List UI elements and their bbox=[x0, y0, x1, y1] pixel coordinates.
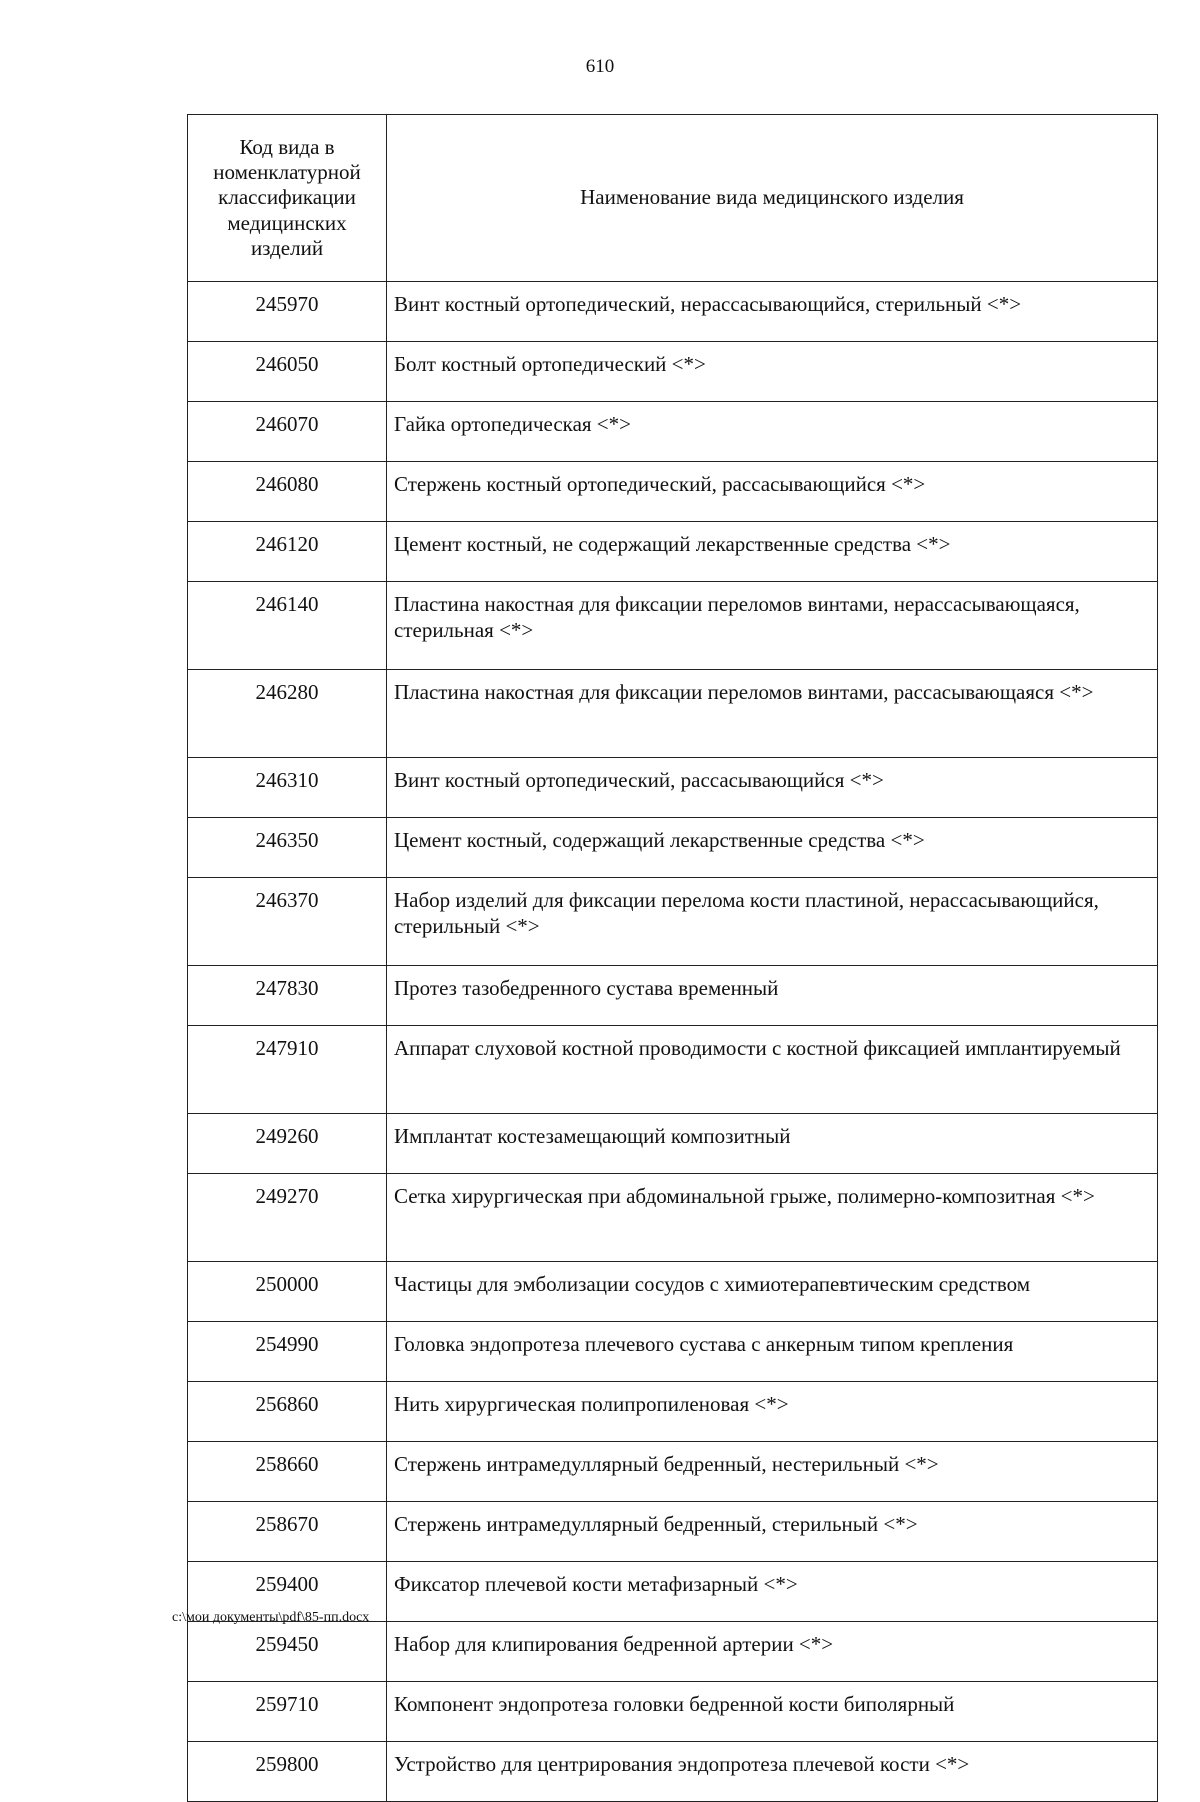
table-row bbox=[188, 1262, 1158, 1322]
row-code: 259800 bbox=[188, 1742, 387, 1802]
row-code: 247910 bbox=[188, 1026, 387, 1114]
table-row bbox=[188, 1026, 1158, 1114]
table-row bbox=[188, 1442, 1158, 1502]
row-name: Винт костный ортопедический, нерассасывающийся, стерильный <*> bbox=[387, 282, 1158, 342]
row-code: 246370 bbox=[188, 878, 387, 966]
row-name: Набор для клипирования бедренной артерии <*> bbox=[387, 1622, 1158, 1682]
row-name: Болт костный ортопедический <*> bbox=[387, 342, 1158, 402]
table-row bbox=[188, 1502, 1158, 1562]
row-name: Аппарат слуховой костной проводимости с костной фиксацией имплантируемый bbox=[387, 1026, 1158, 1114]
table-row bbox=[188, 1742, 1158, 1802]
row-name: Устройство для центрирования эндопротеза плечевой кости <*> bbox=[387, 1742, 1158, 1802]
table-row bbox=[188, 402, 1158, 462]
row-code: 246350 bbox=[188, 818, 387, 878]
row-code: 246050 bbox=[188, 342, 387, 402]
row-name: Цемент костный, содержащий лекарственные средства <*> bbox=[387, 818, 1158, 878]
row-name: Частицы для эмболизации сосудов с химиотерапевтическим средством bbox=[387, 1262, 1158, 1322]
table-row bbox=[188, 1114, 1158, 1174]
table-row bbox=[188, 582, 1158, 670]
row-name: Цемент костный, не содержащий лекарственные средства <*> bbox=[387, 522, 1158, 582]
table-row bbox=[188, 1322, 1158, 1382]
row-code: 247830 bbox=[188, 966, 387, 1026]
table-row bbox=[188, 1622, 1158, 1682]
header-code: Код вида в номенклатурной классификации медицинских изделий bbox=[188, 115, 387, 282]
row-name: Стержень костный ортопедический, рассасывающийся <*> bbox=[387, 462, 1158, 522]
row-code: 246140 bbox=[188, 582, 387, 670]
table-row bbox=[188, 462, 1158, 522]
row-code: 258660 bbox=[188, 1442, 387, 1502]
medical-devices-table bbox=[187, 114, 1158, 1802]
table-row bbox=[188, 818, 1158, 878]
row-name: Набор изделий для фиксации перелома кости пластиной, нерассасывающийся, стерильный <*> bbox=[387, 878, 1158, 966]
table-header-row bbox=[188, 115, 1158, 282]
row-code: 246080 bbox=[188, 462, 387, 522]
row-code: 256860 bbox=[188, 1382, 387, 1442]
row-name: Фиксатор плечевой кости метафизарный <*> bbox=[387, 1562, 1158, 1622]
table-row bbox=[188, 670, 1158, 758]
row-code: 259710 bbox=[188, 1682, 387, 1742]
table-row bbox=[188, 1382, 1158, 1442]
table-row bbox=[188, 1682, 1158, 1742]
row-code: 259450 bbox=[188, 1622, 387, 1682]
row-name: Гайка ортопедическая <*> bbox=[387, 402, 1158, 462]
row-code: 246120 bbox=[188, 522, 387, 582]
table-row bbox=[188, 342, 1158, 402]
header-name: Наименование вида медицинского изделия bbox=[387, 115, 1158, 282]
row-code: 249260 bbox=[188, 1114, 387, 1174]
row-name: Пластина накостная для фиксации переломов винтами, нерассасывающаяся, стерильная <*> bbox=[387, 582, 1158, 670]
row-code: 250000 bbox=[188, 1262, 387, 1322]
table-row bbox=[188, 758, 1158, 818]
row-name: Нить хирургическая полипропиленовая <*> bbox=[387, 1382, 1158, 1442]
row-name: Компонент эндопротеза головки бедренной кости биполярный bbox=[387, 1682, 1158, 1742]
table-row bbox=[188, 966, 1158, 1026]
row-name: Стержень интрамедуллярный бедренный, нестерильный <*> bbox=[387, 1442, 1158, 1502]
row-name: Винт костный ортопедический, рассасывающийся <*> bbox=[387, 758, 1158, 818]
table-row bbox=[188, 522, 1158, 582]
row-code: 254990 bbox=[188, 1322, 387, 1382]
row-code: 246280 bbox=[188, 670, 387, 758]
row-code: 259400 bbox=[188, 1562, 387, 1622]
row-code: 245970 bbox=[188, 282, 387, 342]
row-name: Стержень интрамедуллярный бедренный, стерильный <*> bbox=[387, 1502, 1158, 1562]
row-name: Имплантат костезамещающий композитный bbox=[387, 1114, 1158, 1174]
table-row bbox=[188, 282, 1158, 342]
row-code: 246070 bbox=[188, 402, 387, 462]
page-number: 610 bbox=[585, 56, 615, 77]
row-code: 246310 bbox=[188, 758, 387, 818]
row-name: Пластина накостная для фиксации переломов винтами, рассасывающаяся <*> bbox=[387, 670, 1158, 758]
table-row bbox=[188, 1174, 1158, 1262]
row-code: 258670 bbox=[188, 1502, 387, 1562]
row-name: Протез тазобедренного сустава временный bbox=[387, 966, 1158, 1026]
row-code: 249270 bbox=[188, 1174, 387, 1262]
row-name: Сетка хирургическая при абдоминальной грыже, полимерно-композитная <*> bbox=[387, 1174, 1158, 1262]
footer-file-path: c:\мои документы\pdf\85-пп.docx bbox=[172, 1610, 370, 1625]
table-row bbox=[188, 878, 1158, 966]
row-name: Головка эндопротеза плечевого сустава с анкерным типом крепления bbox=[387, 1322, 1158, 1382]
